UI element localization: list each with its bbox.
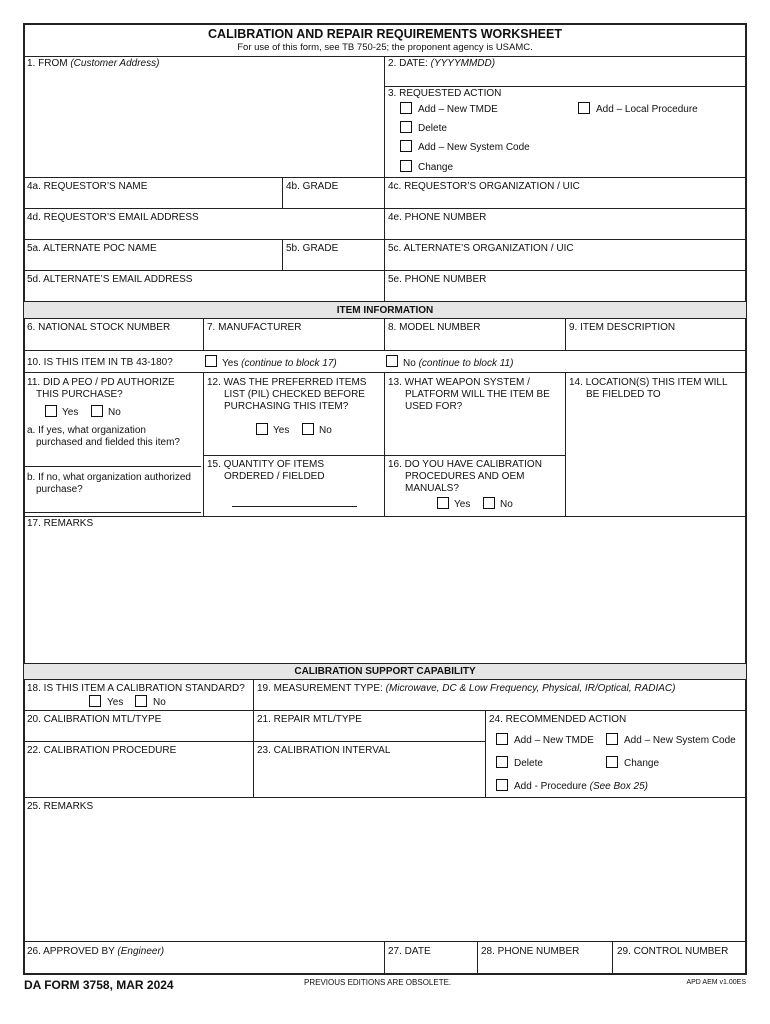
requestor-email-label: 4d. REQUESTOR’S EMAIL ADDRESS (27, 212, 199, 223)
q12-no-checkbox[interactable] (302, 423, 314, 435)
q18-no-checkbox[interactable] (135, 695, 147, 707)
calibration-support-heading: CALIBRATION SUPPORT CAPABILITY (294, 666, 476, 677)
q16-yes-label: Yes (454, 499, 471, 510)
q18-label: 18. IS THIS ITEM A CALIBRATION STANDARD? (27, 683, 245, 694)
nsn-field[interactable] (24, 334, 202, 349)
from-field[interactable] (24, 57, 383, 176)
alternate-email-label: 5d. ALTERNATE’S EMAIL ADDRESS (27, 274, 193, 285)
q20-field[interactable] (24, 726, 252, 740)
action-delete-label: Delete (418, 123, 447, 134)
q23-label: 23. CALIBRATION INTERVAL (257, 745, 391, 756)
action-change-label: Change (418, 162, 454, 173)
action-change-checkbox[interactable] (400, 160, 412, 172)
action-delete-checkbox[interactable] (400, 121, 412, 133)
q11-yes-checkbox[interactable] (45, 405, 57, 417)
rec-add-new-tmde-checkbox[interactable] (496, 733, 508, 745)
requestor-name-field[interactable] (24, 192, 281, 207)
q16-no-checkbox[interactable] (483, 497, 495, 509)
q16-label-line3: MANUALS? (405, 483, 459, 494)
date-label: 2. DATE: (YYYYMMDD) (388, 58, 496, 69)
q15-field[interactable] (232, 490, 357, 505)
approval-phone-field[interactable] (478, 958, 611, 973)
alternate-grade-field[interactable] (283, 254, 383, 269)
form-number: DA FORM 3758, MAR 2024 (24, 978, 174, 992)
model-number-label: 8. MODEL NUMBER (388, 322, 481, 333)
approval-date-field[interactable] (385, 958, 476, 973)
rec-add-new-system-code-label: Add – New System Code (624, 735, 736, 746)
alternate-phone-field[interactable] (385, 285, 745, 300)
q16-yes-checkbox[interactable] (437, 497, 449, 509)
q14-label-line2: BE FIELDED TO (586, 389, 661, 400)
q12-label-line1: 12. WAS THE PREFERRED ITEMS (207, 377, 367, 388)
requestor-org-field[interactable] (385, 192, 745, 207)
q19-label: 19. MEASUREMENT TYPE: (Microwave, DC & Low Frequency, Physical, IR/Optical, RADIAC) (257, 683, 676, 694)
q18-yes-checkbox[interactable] (89, 695, 101, 707)
form-version: APD AEM v1.00ES (686, 979, 746, 986)
item-remarks-field[interactable] (24, 530, 745, 662)
form-title: CALIBRATION AND REPAIR REQUIREMENTS WORKSHEET (208, 27, 562, 41)
rec-delete-label: Delete (514, 758, 543, 769)
approved-by-label: 26. APPROVED BY (Engineer) (27, 946, 165, 957)
q20-label: 20. CALIBRATION MTL/TYPE (27, 714, 162, 725)
rec-change-checkbox[interactable] (606, 756, 618, 768)
approved-by-field[interactable] (24, 958, 383, 973)
alternate-phone-label: 5e. PHONE NUMBER (388, 274, 487, 285)
q24-label: 24. RECOMMENDED ACTION (489, 714, 627, 725)
requestor-email-field[interactable] (24, 223, 383, 238)
model-number-field[interactable] (385, 334, 564, 349)
q16-no-label: No (500, 499, 513, 510)
q11a-field[interactable] (24, 450, 201, 465)
requestor-phone-field[interactable] (385, 223, 745, 238)
q11-no-checkbox[interactable] (91, 405, 103, 417)
q11-no-label: No (108, 407, 121, 418)
item-remarks-label: 17. REMARKS (27, 518, 94, 529)
alternate-name-field[interactable] (24, 254, 281, 269)
q14-field[interactable] (566, 402, 745, 515)
form-subtitle: For use of this form, see TB 750-25; the proponent agency is USAMC. (237, 42, 533, 53)
q10-label: 10. IS THIS ITEM IN TB 43-180? (27, 357, 173, 368)
requestor-name-label: 4a. REQUESTOR’S NAME (27, 181, 148, 192)
requestor-grade-field[interactable] (283, 192, 383, 207)
q12-label-line2: LIST (PIL) CHECKED BEFORE (224, 389, 365, 400)
action-add-local-procedure-checkbox[interactable] (578, 102, 590, 114)
rec-add-procedure-checkbox[interactable] (496, 779, 508, 791)
q14-label-line1: 14. LOCATION(S) THIS ITEM WILL (569, 377, 728, 388)
q11b-label-line2: purchase? (36, 484, 83, 495)
q11b-label-line1: b. If no, what organization authorized (27, 472, 191, 483)
alternate-name-label: 5a. ALTERNATE POC NAME (27, 243, 157, 254)
control-number-label: 29. CONTROL NUMBER (617, 946, 729, 957)
control-number-field[interactable] (613, 958, 745, 973)
q12-yes-checkbox[interactable] (256, 423, 268, 435)
rec-add-new-tmde-label: Add – New TMDE (514, 735, 594, 746)
rec-add-new-system-code-checkbox[interactable] (606, 733, 618, 745)
q10-yes-label: Yes (continue to block 17) (222, 358, 337, 369)
requestor-phone-label: 4e. PHONE NUMBER (388, 212, 487, 223)
q10-no-label: No (continue to block 11) (403, 358, 514, 369)
q22-label: 22. CALIBRATION PROCEDURE (27, 745, 177, 756)
q11-label-line2: THIS PURCHASE? (36, 389, 123, 400)
q11a-label-line2: purchased and fielded this item? (36, 437, 180, 448)
q19-field[interactable] (254, 695, 745, 709)
q12-no-label: No (319, 425, 332, 436)
manufacturer-field[interactable] (204, 334, 383, 349)
alternate-grade-label: 5b. GRADE (286, 243, 339, 254)
q12-yes-label: Yes (273, 425, 290, 436)
q21-label: 21. REPAIR MTL/TYPE (257, 714, 362, 725)
q13-label-line3: USED FOR? (405, 401, 463, 412)
q18-yes-label: Yes (107, 697, 124, 708)
q18-no-label: No (153, 697, 166, 708)
requestor-grade-label: 4b. GRADE (286, 181, 339, 192)
requestor-org-label: 4c. REQUESTOR’S ORGANIZATION / UIC (388, 181, 580, 192)
approval-date-label: 27. DATE (388, 946, 431, 957)
action-add-new-system-code-label: Add – New System Code (418, 142, 530, 153)
q13-field[interactable] (385, 414, 564, 454)
q11a-label-line1: a. If yes, what organization (27, 425, 146, 436)
q10-yes-checkbox[interactable] (205, 355, 217, 367)
q11-yes-label: Yes (62, 407, 79, 418)
q16-label-line1: 16. DO YOU HAVE CALIBRATION (388, 459, 542, 470)
alternate-org-label: 5c. ALTERNATE’S ORGANIZATION / UIC (388, 243, 574, 254)
q10-no-checkbox[interactable] (386, 355, 398, 367)
rec-delete-checkbox[interactable] (496, 756, 508, 768)
cal-remarks-field[interactable] (24, 813, 745, 940)
q16-label-line2: PROCEDURES AND OEM (405, 471, 525, 482)
alternate-email-field[interactable] (24, 285, 383, 300)
cal-remarks-label: 25. REMARKS (27, 801, 94, 812)
item-description-label: 9. ITEM DESCRIPTION (569, 322, 676, 333)
q15-label-line1: 15. QUANTITY OF ITEMS (207, 459, 325, 470)
rec-add-procedure-label: Add - Procedure (See Box 25) (514, 781, 648, 792)
action-add-local-procedure-label: Add – Local Procedure (596, 104, 698, 115)
action-add-new-tmde-label: Add – New TMDE (418, 104, 498, 115)
requested-action-label: 3. REQUESTED ACTION (388, 88, 502, 99)
q22-field[interactable] (24, 757, 252, 796)
q23-field[interactable] (254, 757, 484, 796)
rec-change-label: Change (624, 758, 660, 769)
nsn-label: 6. NATIONAL STOCK NUMBER (27, 322, 171, 333)
manufacturer-label: 7. MANUFACTURER (207, 322, 302, 333)
item-description-field[interactable] (566, 334, 745, 349)
q13-label-line1: 13. WHAT WEAPON SYSTEM / (388, 377, 530, 388)
q12-label-line3: PURCHASING THIS ITEM? (224, 401, 349, 412)
q15-label-line2: ORDERED / FIELDED (224, 471, 325, 482)
approval-phone-label: 28. PHONE NUMBER (481, 946, 580, 957)
item-information-heading: ITEM INFORMATION (336, 305, 434, 316)
alternate-org-field[interactable] (385, 254, 745, 269)
q11-label-line1: 11. DID A PEO / PD AUTHORIZE (27, 377, 175, 388)
q21-field[interactable] (254, 726, 484, 740)
q11b-field[interactable] (24, 497, 201, 511)
q13-label-line2: PLATFORM WILL THE ITEM BE (405, 389, 550, 400)
previous-editions-note: PREVIOUS EDITIONS ARE OBSOLETE. (304, 978, 452, 987)
from-label: 1. FROM (Customer Address) (27, 58, 160, 69)
action-add-new-tmde-checkbox[interactable] (400, 102, 412, 114)
action-add-new-system-code-checkbox[interactable] (400, 140, 412, 152)
